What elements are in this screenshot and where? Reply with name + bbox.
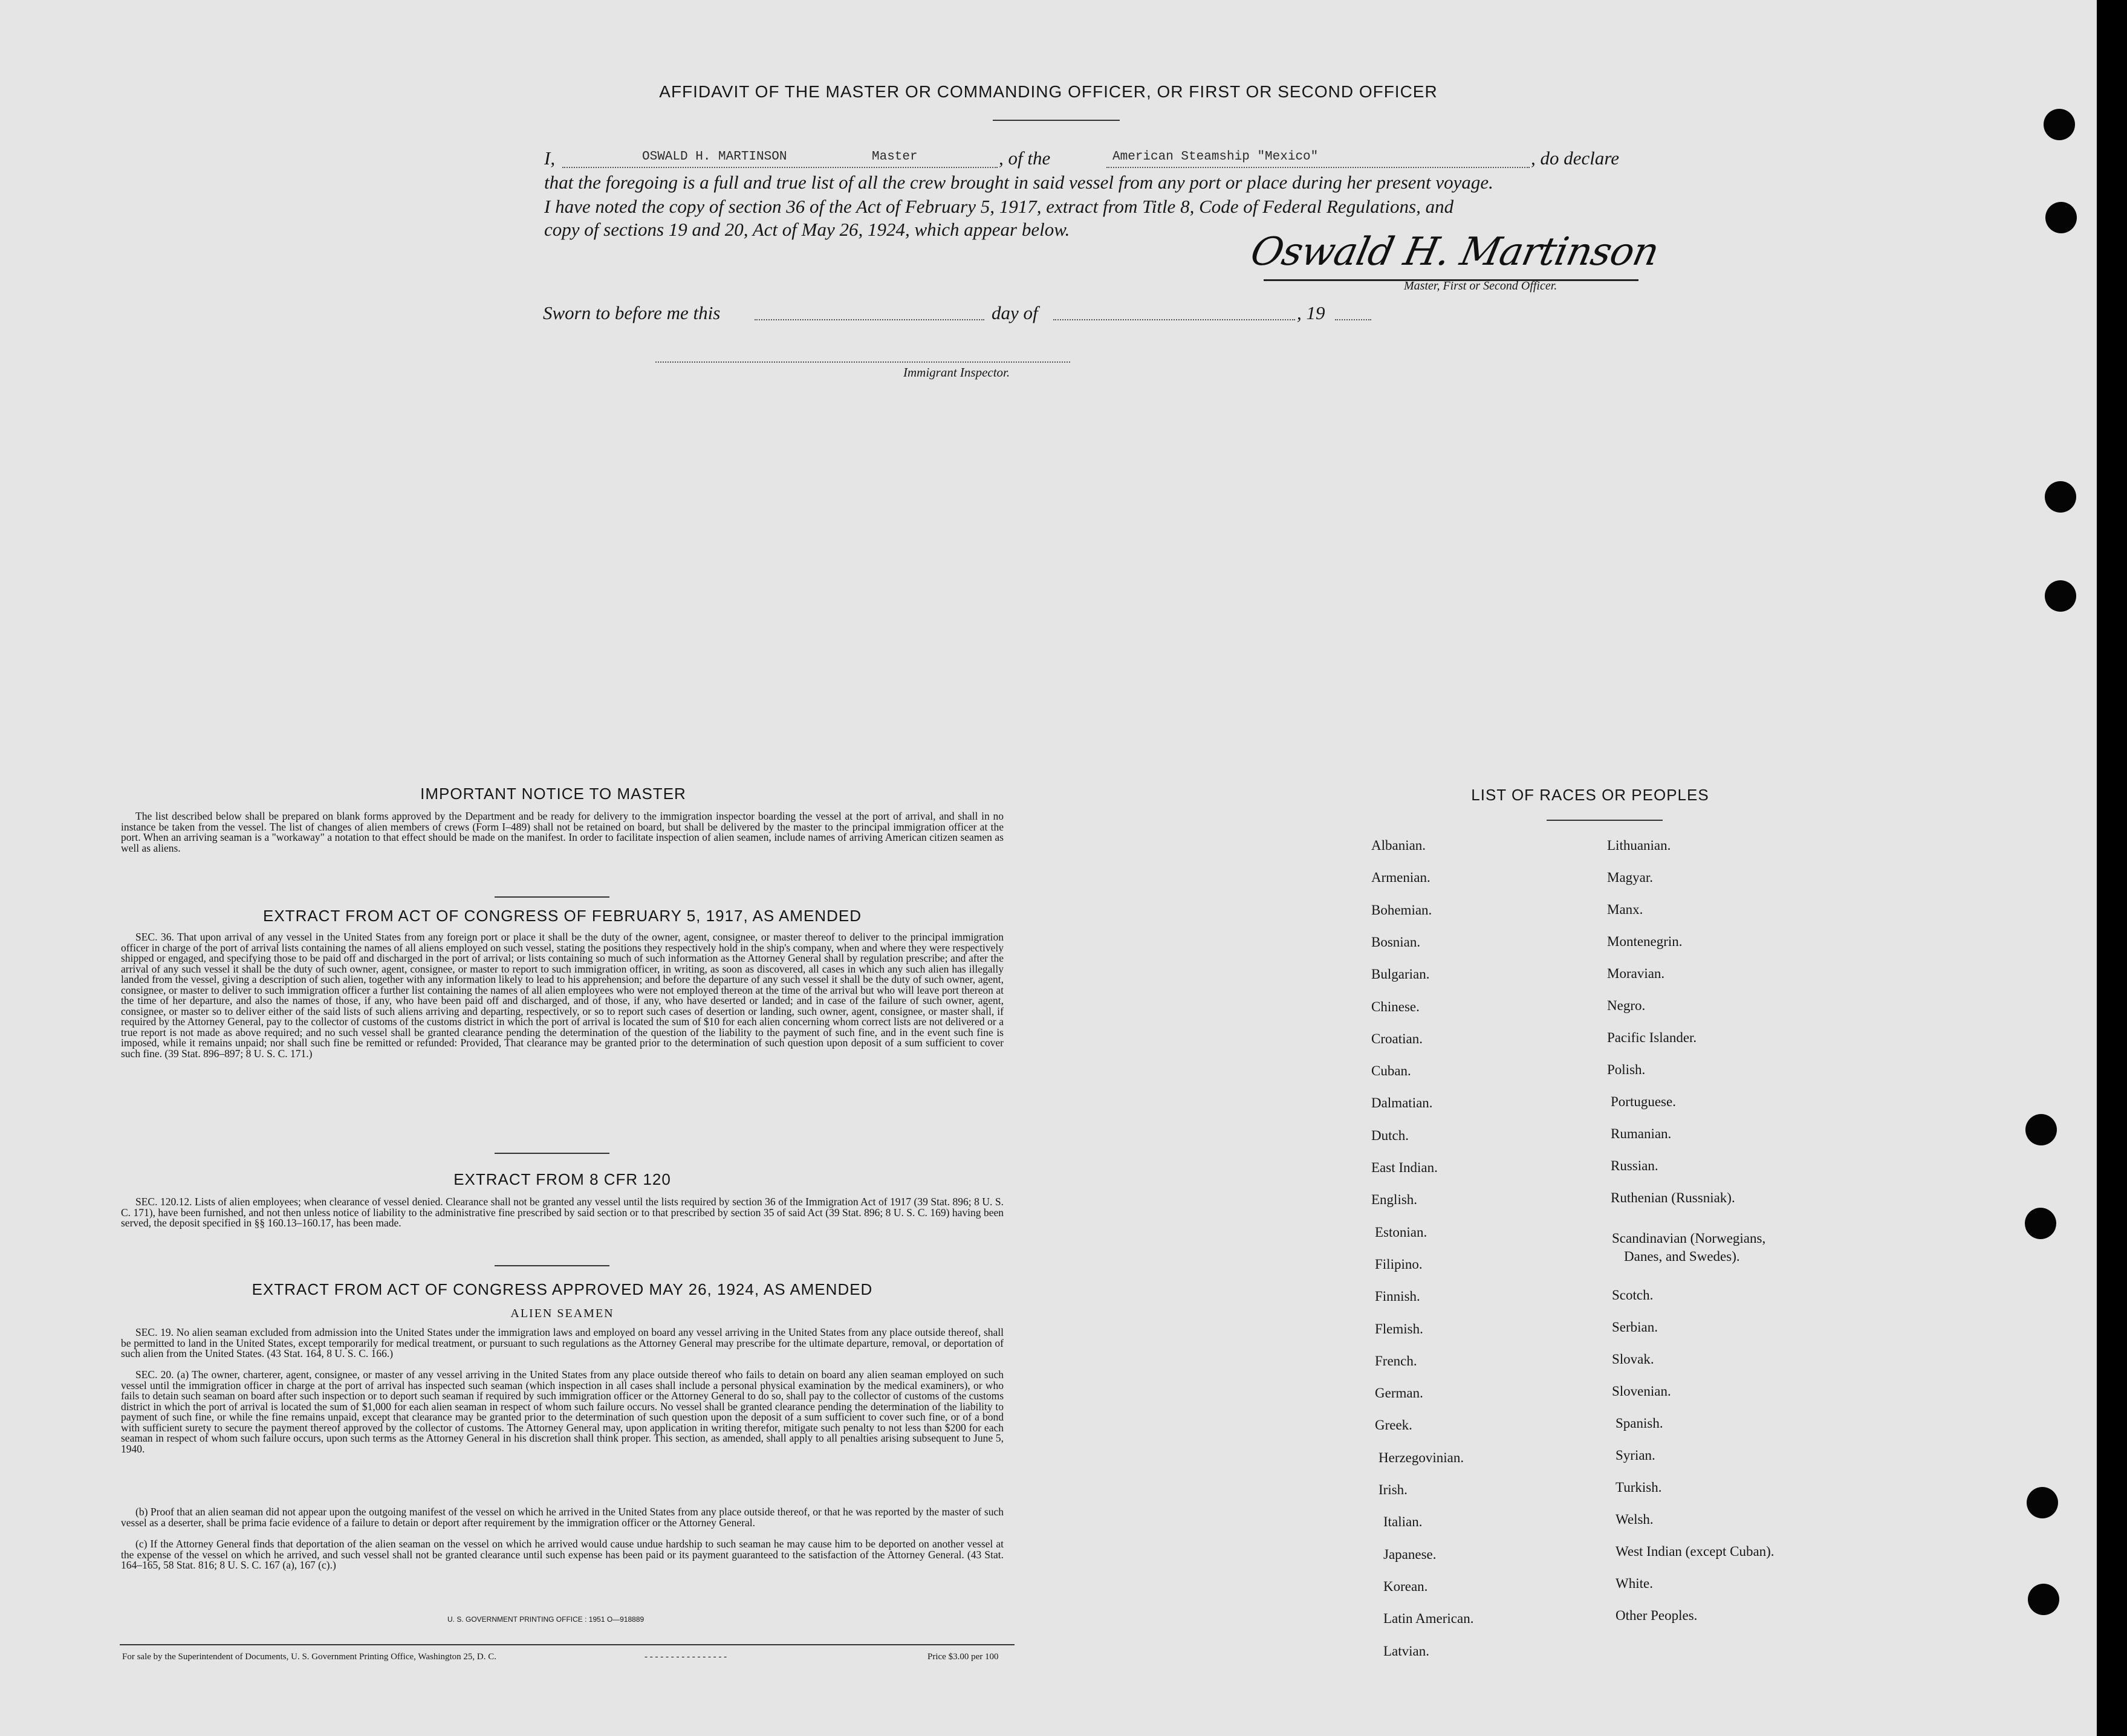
race-item: French. (1375, 1353, 1417, 1368)
inspector-line (655, 361, 1070, 363)
inspector-caption: Immigrant Inspector. (903, 365, 1010, 380)
race-item: Italian. (1383, 1514, 1423, 1529)
sworn-day-line (755, 319, 984, 320)
sworn-year-line (1335, 319, 1371, 320)
extract-cfr-heading: EXTRACT FROM 8 CFR 120 (453, 1170, 671, 1188)
race-item: Turkish. (1616, 1480, 1662, 1495)
notice-body: The list described below shall be prepared on blank forms approved by the Department and be ready for delivery to the immigration inspector boarding the vessel at the port of arrival, and shall in no instance be taken from the vessel. The list of changes of alien members of crews (Form I–489) shall not be retained on board, but shall be delivered by the master to the principal immigration officer at the port. When an arriving seaman is a "workaway" a notation to that effect should be made on the manifest. In order to facilitate inspection of alien seamen, include names of arriving American citizen seamen as well as aliens. (121, 810, 1004, 854)
extract-1917-heading: EXTRACT FROM ACT OF CONGRESS OF FEBRUARY 5, 1917, AS AMENDED (263, 907, 862, 925)
sale-leader: - - - - - - - - - - - - - - - - (645, 1652, 727, 1662)
race-item: Herzegovinian. (1378, 1450, 1464, 1465)
binder-hole (2025, 1114, 2057, 1145)
race-item: Finnish. (1375, 1289, 1420, 1304)
race-item: Rumanian. (1611, 1126, 1672, 1141)
affidavit-pronoun: I, (544, 147, 556, 169)
section-rule (495, 1265, 609, 1266)
binder-hole (2044, 109, 2075, 140)
race-item: German. (1375, 1385, 1423, 1401)
race-item: Greek. (1375, 1417, 1412, 1433)
affidavit-line-3: I have noted the copy of section 36 of the Act of February 5, 1917, extract from Title 8, Code of Federal Regulations, and (544, 196, 1454, 217)
race-item: West Indian (except Cuban). (1616, 1544, 1775, 1559)
race-item: Estonian. (1375, 1225, 1427, 1240)
affidavit-of-the: , of the (999, 147, 1051, 169)
binder-hole (2045, 580, 2076, 612)
race-item: Scotch. (1612, 1287, 1654, 1303)
race-item: Negro. (1607, 998, 1646, 1013)
vessel-line (1106, 167, 1530, 168)
race-item: Dutch. (1371, 1128, 1409, 1143)
race-item: Montenegrin. (1607, 934, 1683, 949)
race-item: Slovenian. (1612, 1384, 1671, 1399)
race-item: Magyar. (1607, 870, 1654, 885)
race-item: Filipino. (1375, 1257, 1423, 1272)
form-title: AFFIDAVIT OF THE MASTER OR COMMANDING OFFICER, OR FIRST OR SECOND OFFICER (659, 82, 1438, 101)
price-notice: Price $3.00 per 100 (927, 1652, 999, 1662)
race-item: Ruthenian (Russniak). (1611, 1190, 1735, 1205)
affidavit-declare: , do declare (1531, 147, 1620, 169)
race-item: Polish. (1607, 1062, 1646, 1077)
race-item: Bohemian. (1371, 902, 1432, 918)
race-item: Japanese. (1383, 1547, 1437, 1562)
race-item: Portuguese. (1611, 1094, 1676, 1109)
gpo-imprint: U. S. GOVERNMENT PRINTING OFFICE : 1951 O—918889 (447, 1615, 645, 1624)
race-item: Slovak. (1612, 1352, 1654, 1367)
name-line (562, 167, 998, 168)
race-item: Danes, and Swedes). (1624, 1249, 1740, 1264)
binder-hole (2027, 1487, 2058, 1518)
race-item: White. (1616, 1576, 1653, 1591)
vessel-name: American Steamship "Mexico" (1112, 150, 1319, 164)
race-item: Korean. (1383, 1579, 1428, 1594)
race-item: Moravian. (1607, 966, 1665, 981)
sworn-label: Sworn to before me this (543, 302, 721, 323)
sworn-month-line (1053, 319, 1295, 320)
signature: Oswald H. Martinson (1247, 230, 1663, 274)
binder-hole (2025, 1208, 2056, 1239)
extract-1917-body: SEC. 36. That upon arrival of any vessel in the United States from any foreign port or place it shall be the duty of the owner, agent, consignee, or master thereof to deliver to the principal immigration officer in charge of the port of arrival lists containing the names of all aliens employed on such vessel, stating the positions they respectively hold in the ship's company, when and where they were respectively shipped or engaged, and specifying those to be paid off and discharged in the port of arrival; or lists containing so much of such information as the Attorney General shall by regulation prescribe; and after the arrival of any such vessel it shall be the duty of such owner, agent, consignee, or master to report to such immigration officer, in writing, as soon as discovered, all cases in which any such alien has illegally landed from the vessel, giving a description of such alien, together with any information likely to lead to his apprehension; and before the departure of any such vessel it shall be the duty of such owner, agent, consignee, or master to deliver to such immigration officer a further list containing the names of all alien employees who were not employed thereon at the time of the arrival but who will leave port thereon at the time of her departure, and also the names of those, if any, who have been paid off and discharged, and of those, if any, who have deserted or landed; and in case of the failure of such owner, agent, consignee, or master so to deliver either of the said lists of such aliens arriving and departing, respectively, or so to report such cases of desertion or landing, such owner, agent, consignee, or master shall, if required by the Attorney General, pay to the collector of customs of the customs district in which the port of arrival is located the sum of $10 for each alien concerning whom correct lists are not delivered or a true report is not made as above required; and no such vessel shall be granted clearance pending the determination of the question of the liability to the payment of such fine, and in the event such fine is imposed, while it remains unpaid; nor shall such fine be remitted or refunded: Provided, That clearance may be granted prior to the determination of such question upon deposit of a sum sufficient to cover such fine. (39 Stat. 896–897; 8 U. S. C. 171.) (121, 931, 1004, 1060)
title-rule (993, 120, 1120, 121)
sec-20b-body: (b) Proof that an alien seaman did not appear upon the outgoing manifest of the vessel on which he arrived in the United States from any place outside thereof, or that he was reported by the master of such vessel as a deserter, shall be prima facie evidence of a failure to detain or deport after requirement by the immigration officer or the Attorney General. (121, 1506, 1004, 1529)
race-item: Spanish. (1616, 1416, 1663, 1431)
race-item: Manx. (1607, 902, 1643, 917)
race-item: Lithuanian. (1607, 838, 1671, 853)
sec-20c-body: (c) If the Attorney General finds that deportation of the alien seaman on the vessel on which he arrived would cause undue hardship to such seaman he may cause him to be deported on another vessel at the expense of the vessel on which he arrived, and such vessel shall not be granted clearance until such expense has been paid or its payment guaranteed to the satisfaction of the Attorney General. (43 Stat. 164–165, 58 Stat. 816; 8 U. S. C. 167 (a), 167 (c).) (121, 1538, 1004, 1571)
extract-1924-heading: EXTRACT FROM ACT OF CONGRESS APPROVED MAY 26, 1924, AS AMENDED (252, 1280, 873, 1298)
section-rule (495, 1153, 609, 1154)
race-item: Armenian. (1371, 870, 1430, 885)
race-item: Serbian. (1612, 1320, 1658, 1335)
year-label: , 19 (1297, 302, 1325, 323)
race-item: English. (1371, 1192, 1418, 1207)
race-item: Irish. (1378, 1482, 1408, 1497)
race-item: Albanian. (1371, 838, 1426, 853)
race-item: Welsh. (1616, 1512, 1654, 1527)
race-item: Other Peoples. (1616, 1608, 1698, 1623)
race-item: East Indian. (1371, 1160, 1438, 1175)
master-name: OSWALD H. MARTINSON (642, 150, 787, 164)
binder-hole (2028, 1584, 2059, 1615)
affidavit-line-4: copy of sections 19 and 20, Act of May 26, 1924, which appear below. (544, 219, 1070, 240)
sale-notice: For sale by the Superintendent of Documents, U. S. Government Printing Office, Washington 25, D. C. (122, 1652, 496, 1662)
races-heading: LIST OF RACES OR PEOPLES (1471, 786, 1709, 804)
race-item: Pacific Islander. (1607, 1030, 1697, 1045)
race-item: Latin American. (1383, 1611, 1474, 1626)
race-item: Bosnian. (1371, 934, 1421, 950)
footer-rule (120, 1644, 1015, 1645)
race-item: Bulgarian. (1371, 967, 1430, 982)
race-item: Russian. (1611, 1158, 1658, 1173)
binder-hole (2045, 481, 2076, 513)
notice-heading: IMPORTANT NOTICE TO MASTER (420, 785, 686, 803)
race-item: Chinese. (1371, 999, 1420, 1014)
extract-cfr-body: SEC. 120.12. Lists of alien employees; when clearance of vessel denied. Clearance shall not be granted any vessel until the lists required by section 36 of the Immigration Act of 1917 (39 Stat. 896; 8 U. S. C. 171), have been furnished, and not then unless notice of liability to the administrative fine prescribed by said section or to that prescribed by section 35 of said Act (39 Stat. 896; 8 U. S. C. 169) having been served, the deposit specified in §§ 160.13–160.17, has been made. (121, 1196, 1004, 1229)
sec-19-body: SEC. 19. No alien seaman excluded from admission into the United States under the immigration laws and employed on board any vessel arriving in the United States from any place outside thereof, shall be permitted to land in the United States, except temporarily for medical treatment, or pursuant to such regulations as the Attorney General may prescribe for the ultimate departure, removal, or deportation of such alien from the United States. (43 Stat. 164, 8 U. S. C. 166.) (121, 1326, 1004, 1359)
alien-seamen-subheading: ALIEN SEAMEN (510, 1307, 614, 1320)
race-item: Cuban. (1371, 1063, 1411, 1078)
affidavit-line-2: that the foregoing is a full and true list of all the crew brought in said vessel from any port or place during her present voyage. (544, 172, 1493, 193)
races-rule (1547, 820, 1663, 821)
sec-20a-body: SEC. 20. (a) The owner, charterer, agent, consignee, or master of any vessel arriving in the United States from any place outside thereof who fails to detain on board any alien seaman employed on such vessel until the immigration officer in charge at the port of arrival has inspected such seaman (which inspection in all cases shall include a personal physical examination by the medical examiners), or who fails to detain such seaman on board after such inspection or to deport such seaman if required by such immigration officer or the Attorney General to do so, shall pay to the collector of customs of the customs district in which the port of arrival is located the sum of $1,000 for each alien seaman in respect of whom such failure occurs. No vessel shall be granted clearance pending the determination of the liability to payment of such fine, or while the fine remains unpaid, except that clearance may be granted prior to the determination of such question upon the deposit of a sum sufficient to cover such fine, or of a bond with sufficient surety to secure the payment thereof approved by the collector of customs. The Attorney General may, upon application in writing therefor, mitigate such penalty to not less than $200 for each seaman in respect of whom such failure occurs, upon such terms as the Attorney General in his discretion shall think proper. This section, as amended, shall apply to all penalties arising subsequent to June 5, 1940. (121, 1368, 1004, 1455)
race-item: Croatian. (1371, 1031, 1423, 1046)
section-rule (495, 896, 609, 898)
master-rank: Master (872, 150, 918, 164)
binder-hole (2045, 202, 2077, 233)
race-item: Syrian. (1616, 1448, 1655, 1463)
race-item: Dalmatian. (1371, 1095, 1433, 1110)
race-item: Latvian. (1383, 1644, 1429, 1659)
race-item: Flemish. (1375, 1321, 1423, 1336)
day-of-label: day of (992, 302, 1038, 323)
race-item: Scandinavian (Norwegians, (1612, 1231, 1766, 1246)
signature-caption: Master, First or Second Officer. (1404, 279, 1557, 293)
